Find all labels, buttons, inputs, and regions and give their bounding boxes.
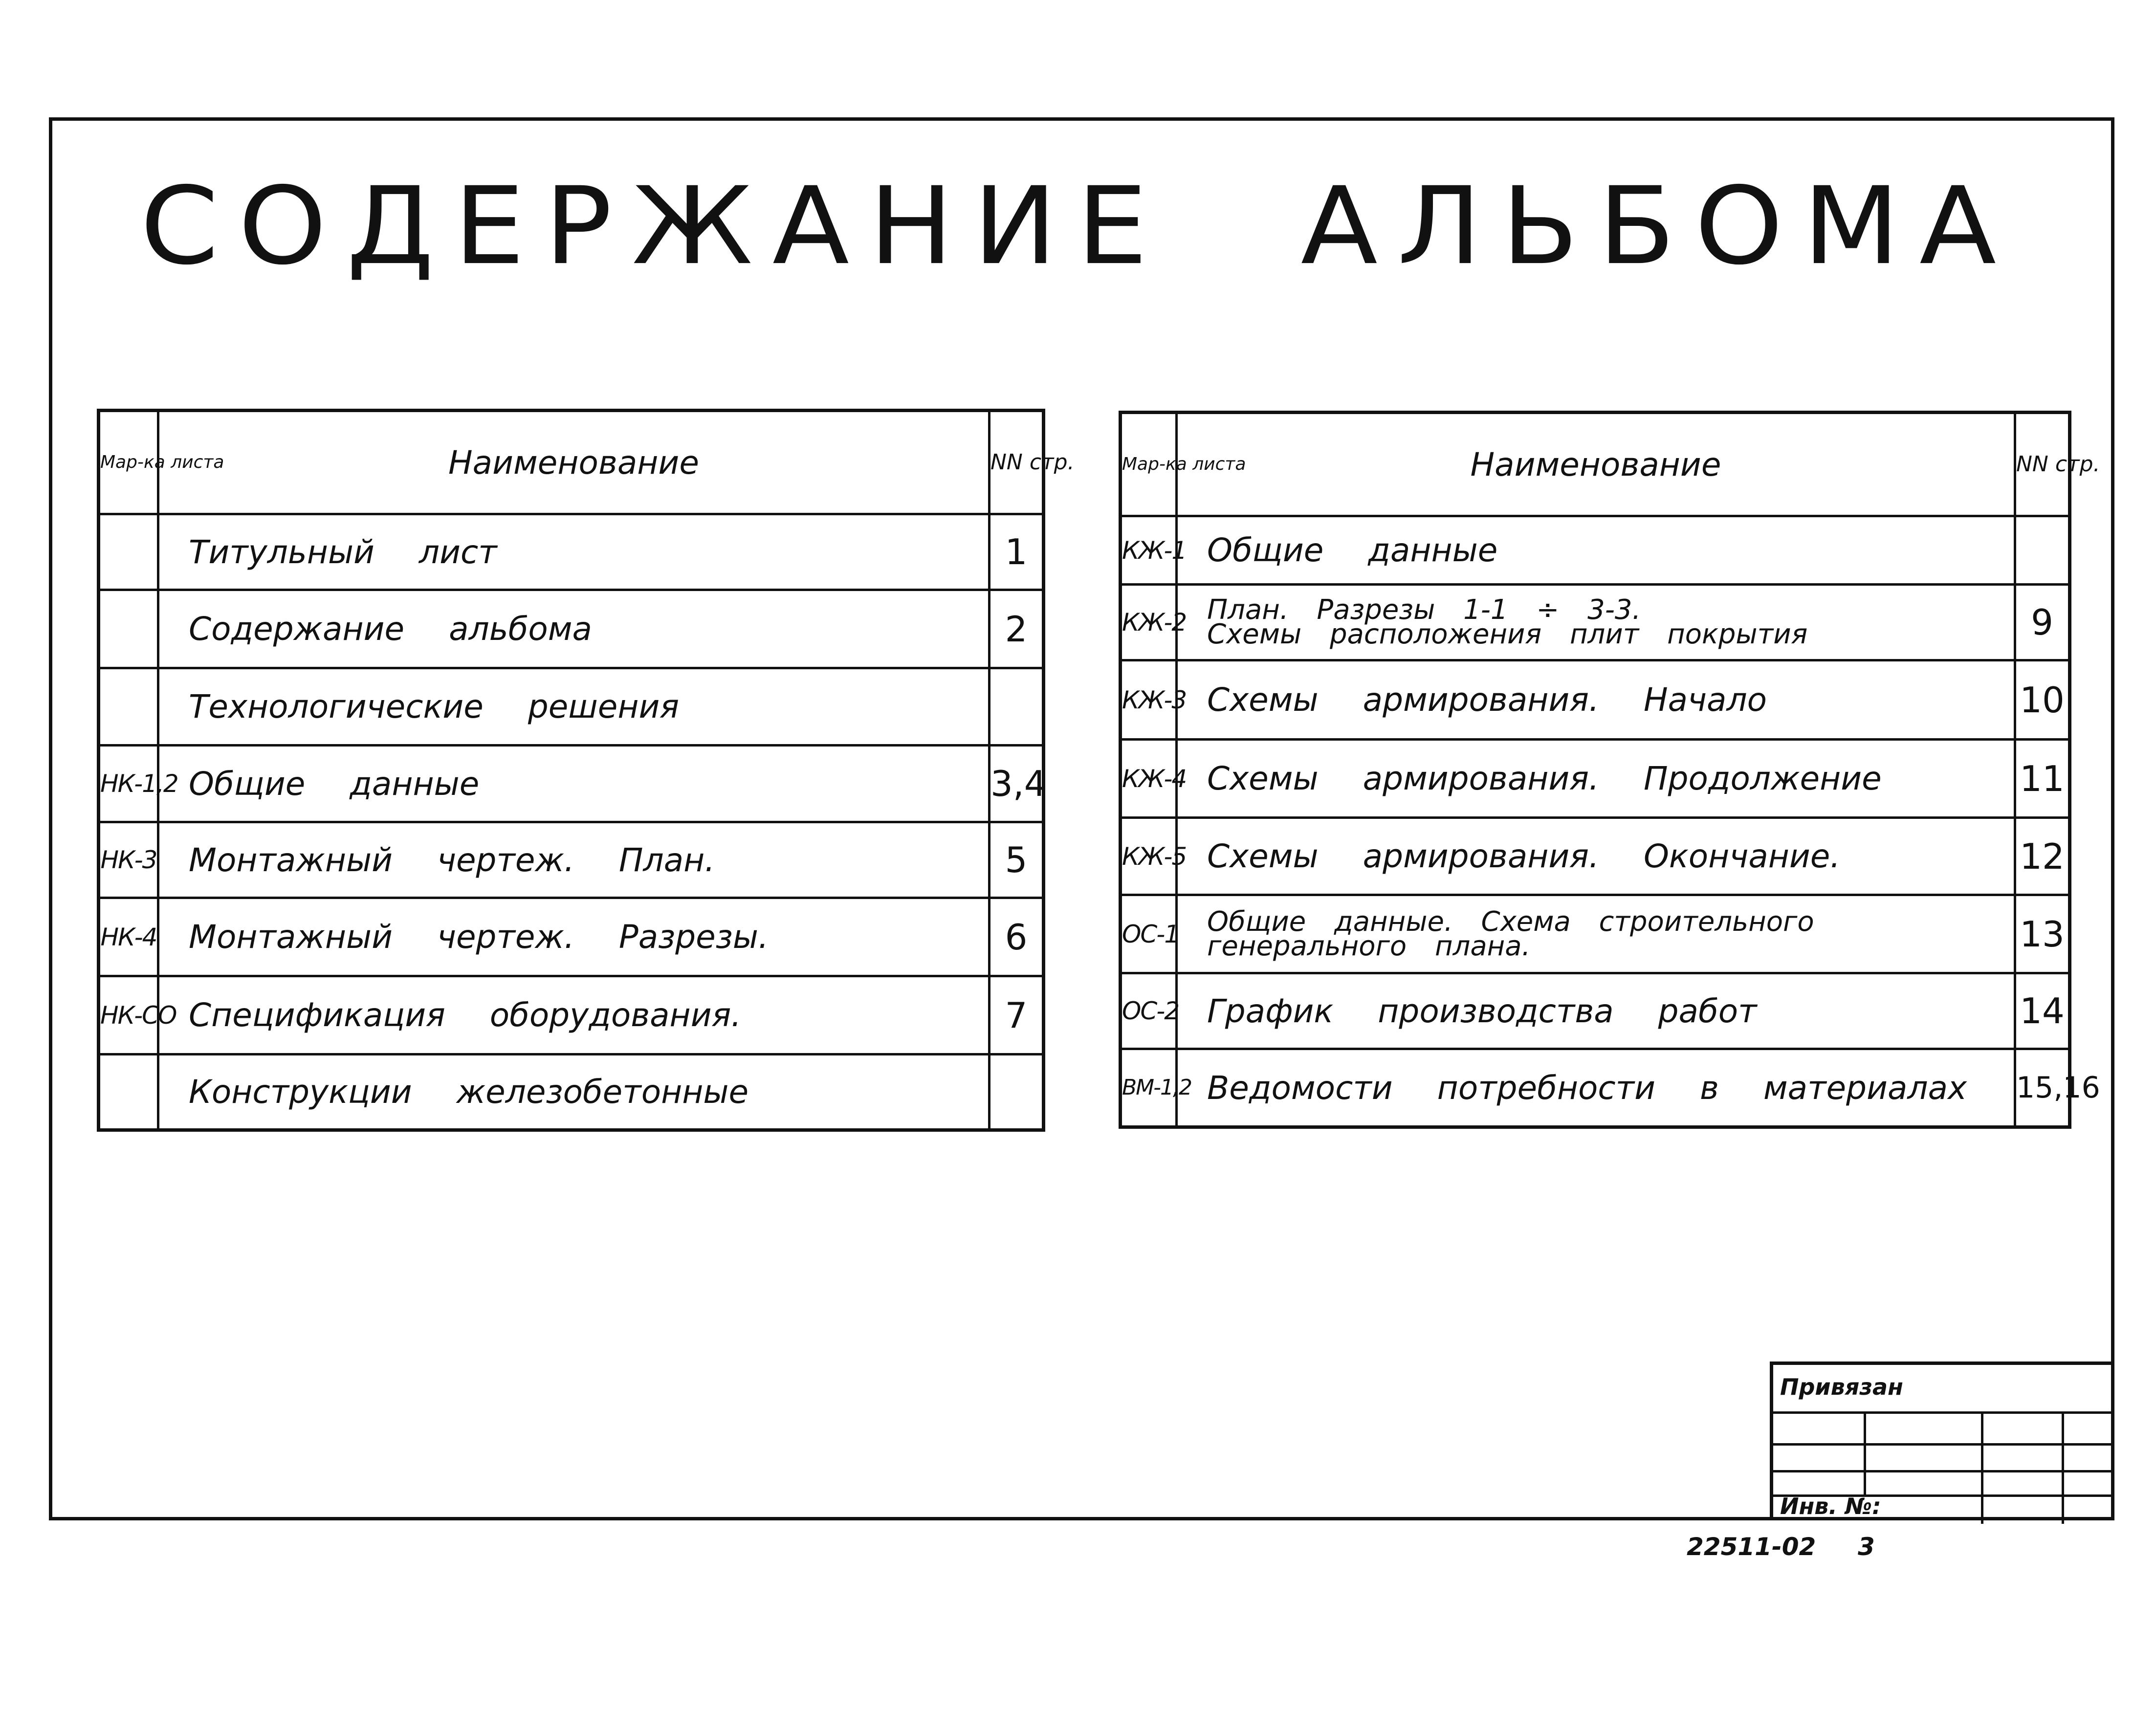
table-row [99,590,1044,668]
row-page [990,668,1044,746]
row-name: Конструкции железобетонные [158,1054,990,1130]
document-number: 22511-02 [1687,1533,1816,1561]
row-page: 15,16 [2015,1049,2070,1127]
row-page: 9 [2015,585,2070,660]
table-row [1121,895,2070,973]
row-code: КЖ-2 [1121,585,1177,660]
row-name: Титульный лист [158,514,990,590]
row-page [990,1054,1044,1130]
row-name: Монтажный чертеж. Разрезы. [158,898,990,976]
table-row [99,898,1044,976]
table-row [99,514,1044,590]
table-row [1121,585,2070,660]
row-name-line2: генерального плана. [1207,930,1531,962]
row-code: ОС-2 [1121,973,1177,1049]
stamp-line [1773,1443,2111,1446]
row-name: Общие данные [158,746,990,822]
row-name: Содержание альбома [158,590,990,668]
row-code: НК-1,2 [99,746,158,822]
stamp-inventory-label: Инв. №: [1780,1493,1881,1519]
row-code: КЖ-1 [1121,516,1177,585]
stamp-line [1864,1411,1866,1494]
header-page: NN стр. [990,411,1044,514]
row-page: 2 [990,590,1044,668]
row-page: 3,4 [990,746,1044,822]
row-name [1177,585,2015,660]
left-contents-table [97,409,1075,1132]
row-name: График производства работ [1177,973,2015,1049]
row-name: Схемы армирования. Начало [1177,660,2015,740]
row-code: НК-4 [99,898,158,976]
row-name: Спецификация оборудования. [158,976,990,1054]
row-code [99,1054,158,1130]
row-page: 10 [2015,660,2070,740]
stamp-linked-label: Привязан [1780,1374,1903,1400]
row-code: ОС-1 [1121,895,1177,973]
row-name: Технологические решения [158,668,990,746]
stamp-line [1773,1411,2111,1414]
table-row [99,668,1044,746]
row-page: 12 [2015,818,2070,895]
row-page: 11 [2015,740,2070,818]
table-row [99,746,1044,822]
table-row [1121,818,2070,895]
table-row [1121,660,2070,740]
row-code: КЖ-4 [1121,740,1177,818]
row-name: Схемы армирования. Окончание. [1177,818,2015,895]
header-page: NN стр. [2015,413,2070,516]
header-sheet-code: Мар-ка листа [1121,413,1177,516]
header-sheet-code: Мар-ка листа [99,411,158,514]
header-name: Наименование [1177,413,2015,516]
row-code [99,668,158,746]
row-code [99,590,158,668]
row-code [99,514,158,590]
row-page: 5 [990,822,1044,898]
row-page: 13 [2015,895,2070,973]
table-row [99,822,1044,898]
stamp-line [1981,1411,1983,1524]
row-name-line1: Общие данные. Схема строительного [1207,905,1814,938]
row-code: ВМ-1,2 [1121,1049,1177,1127]
title-block-stamp [1770,1362,2111,1520]
table-row [1121,516,2070,585]
row-code: НК-СО [99,976,158,1054]
table-row [1121,740,2070,818]
album-title: СОДЕРЖАНИЕ АЛЬБОМА [140,164,2016,289]
row-name: Схемы армирования. Продолжение [1177,740,2015,818]
row-name [1177,895,2015,973]
row-code: НК-3 [99,822,158,898]
row-page: 14 [2015,973,2070,1049]
row-name-line2: Схемы расположения плит покрытия [1207,618,1808,650]
table-row [1121,973,2070,1049]
table-row [99,976,1044,1054]
row-name-line1: План. Разрезы 1-1 ÷ 3-3. [1207,594,1641,626]
row-name: Ведомости потребности в материалах [1177,1049,2015,1127]
stamp-line [2062,1411,2064,1524]
row-page: 6 [990,898,1044,976]
header-name: Наименование [158,411,990,514]
row-page [2015,516,2070,585]
table-header-row [99,411,1044,514]
row-code: КЖ-5 [1121,818,1177,895]
row-name: Монтажный чертеж. План. [158,822,990,898]
row-code: КЖ-3 [1121,660,1177,740]
table-row [1121,1049,2070,1127]
stamp-line [1773,1470,2111,1472]
row-page: 7 [990,976,1044,1054]
table-row [99,1054,1044,1130]
right-contents-table [1119,411,2100,1129]
row-page: 1 [990,514,1044,590]
row-name: Общие данные [1177,516,2015,585]
table-header-row [1121,413,2070,516]
sheet-number: 3 [1858,1533,1875,1561]
